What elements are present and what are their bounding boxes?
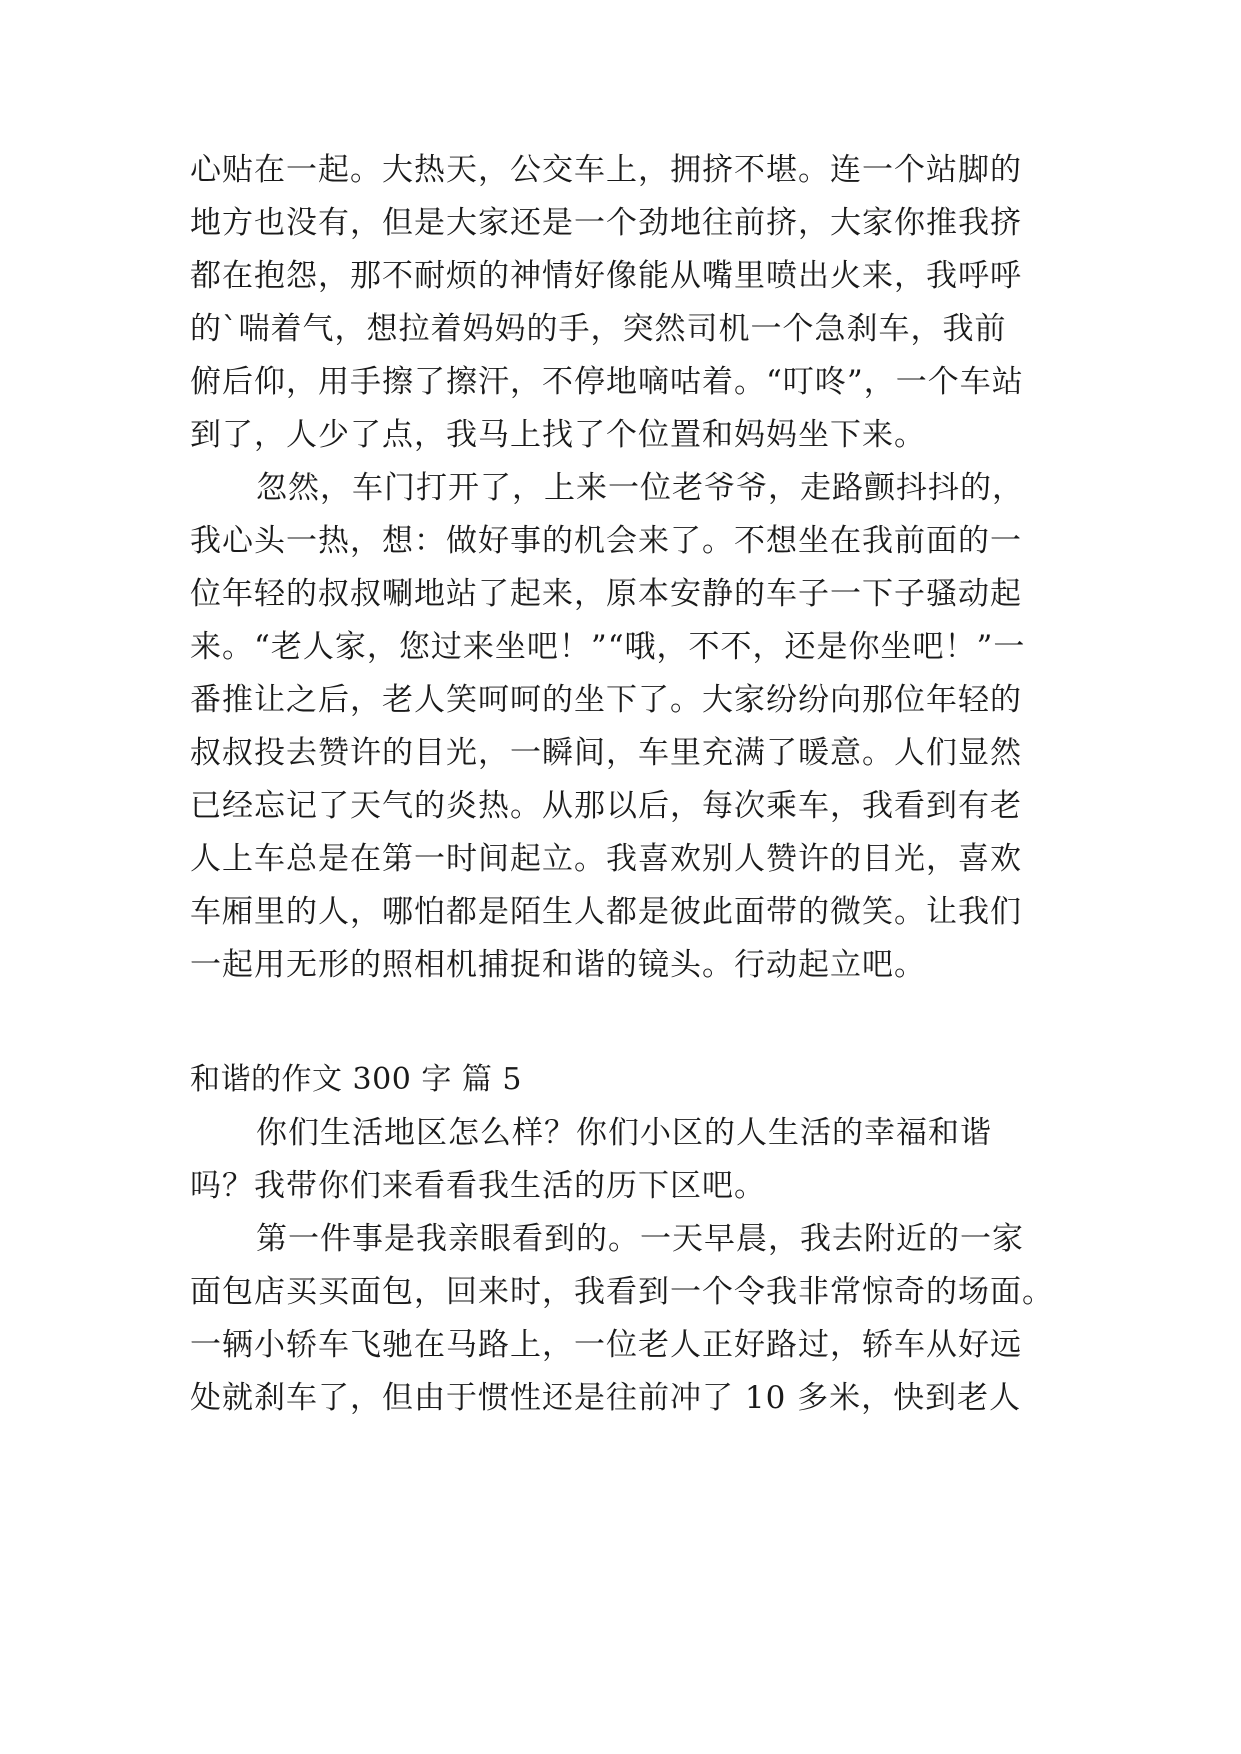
paragraph-line: 的`喘着气，想拉着妈妈的手，突然司机一个急刹车，我前 [190,311,1007,347]
section-heading: 和谐的作文 300 字 篇 5 [190,1062,522,1097]
paragraph-line: 已经忘记了天气的炎热。从那以后，每次乘车，我看到有老 [190,788,1022,824]
paragraph-line: 人上车总是在第一时间起立。我喜欢别人赞许的目光，喜欢 [190,841,1022,877]
paragraph-line: 一起用无形的照相机捕捉和谐的镜头。行动起立吧。 [190,947,926,983]
paragraph-line: 车厢里的人，哪怕都是陌生人都是彼此面带的微笑。让我们 [190,894,1022,930]
paragraph-line: 俯后仰，用手擦了擦汗，不停地嘀咕着。“叮咚”，一个车站 [190,364,1024,400]
paragraph-line: 第一件事是我亲眼看到的。一天早晨，我去附近的一家 [256,1221,1024,1257]
paragraph-line: 你们生活地区怎么样？你们小区的人生活的幸福和谐 [256,1115,992,1151]
paragraph-line: 我心头一热，想：做好事的机会来了。不想坐在我前面的一 [190,523,1022,559]
paragraph-line: 位年轻的叔叔唰地站了起来，原本安静的车子一下子骚动起 [190,576,1022,612]
paragraph-line: 面包店买买面包，回来时，我看到一个令我非常惊奇的场面。 [190,1274,1054,1310]
paragraph-line: 都在抱怨，那不耐烦的神情好像能从嘴里喷出火来，我呼呼 [190,258,1022,294]
paragraph-line: 叔叔投去赞许的目光，一瞬间，车里充满了暖意。人们显然 [190,735,1022,771]
paragraph-line: 来。“老人家，您过来坐吧！”“哦，不不，还是你坐吧！”一 [190,629,1026,665]
paragraph-line: 番推让之后，老人笑呵呵的坐下了。大家纷纷向那位年轻的 [190,682,1022,718]
paragraph-line: 忽然，车门打开了，上来一位老爷爷，走路颤抖抖的， [256,470,1024,506]
paragraph-line: 吗？我带你们来看看我生活的历下区吧。 [190,1168,766,1204]
paragraph-line: 心贴在一起。大热天，公交车上，拥挤不堪。连一个站脚的 [190,152,1022,188]
paragraph-line: 一辆小轿车飞驰在马路上，一位老人正好路过，轿车从好远 [190,1327,1022,1363]
paragraph-line: 到了，人少了点，我马上找了个位置和妈妈坐下来。 [190,417,926,453]
paragraph-line: 处就刹车了，但由于惯性还是往前冲了 10 多米，快到老人 [190,1380,1022,1416]
paragraph-line: 地方也没有，但是大家还是一个劲地往前挤，大家你推我挤 [190,205,1022,241]
